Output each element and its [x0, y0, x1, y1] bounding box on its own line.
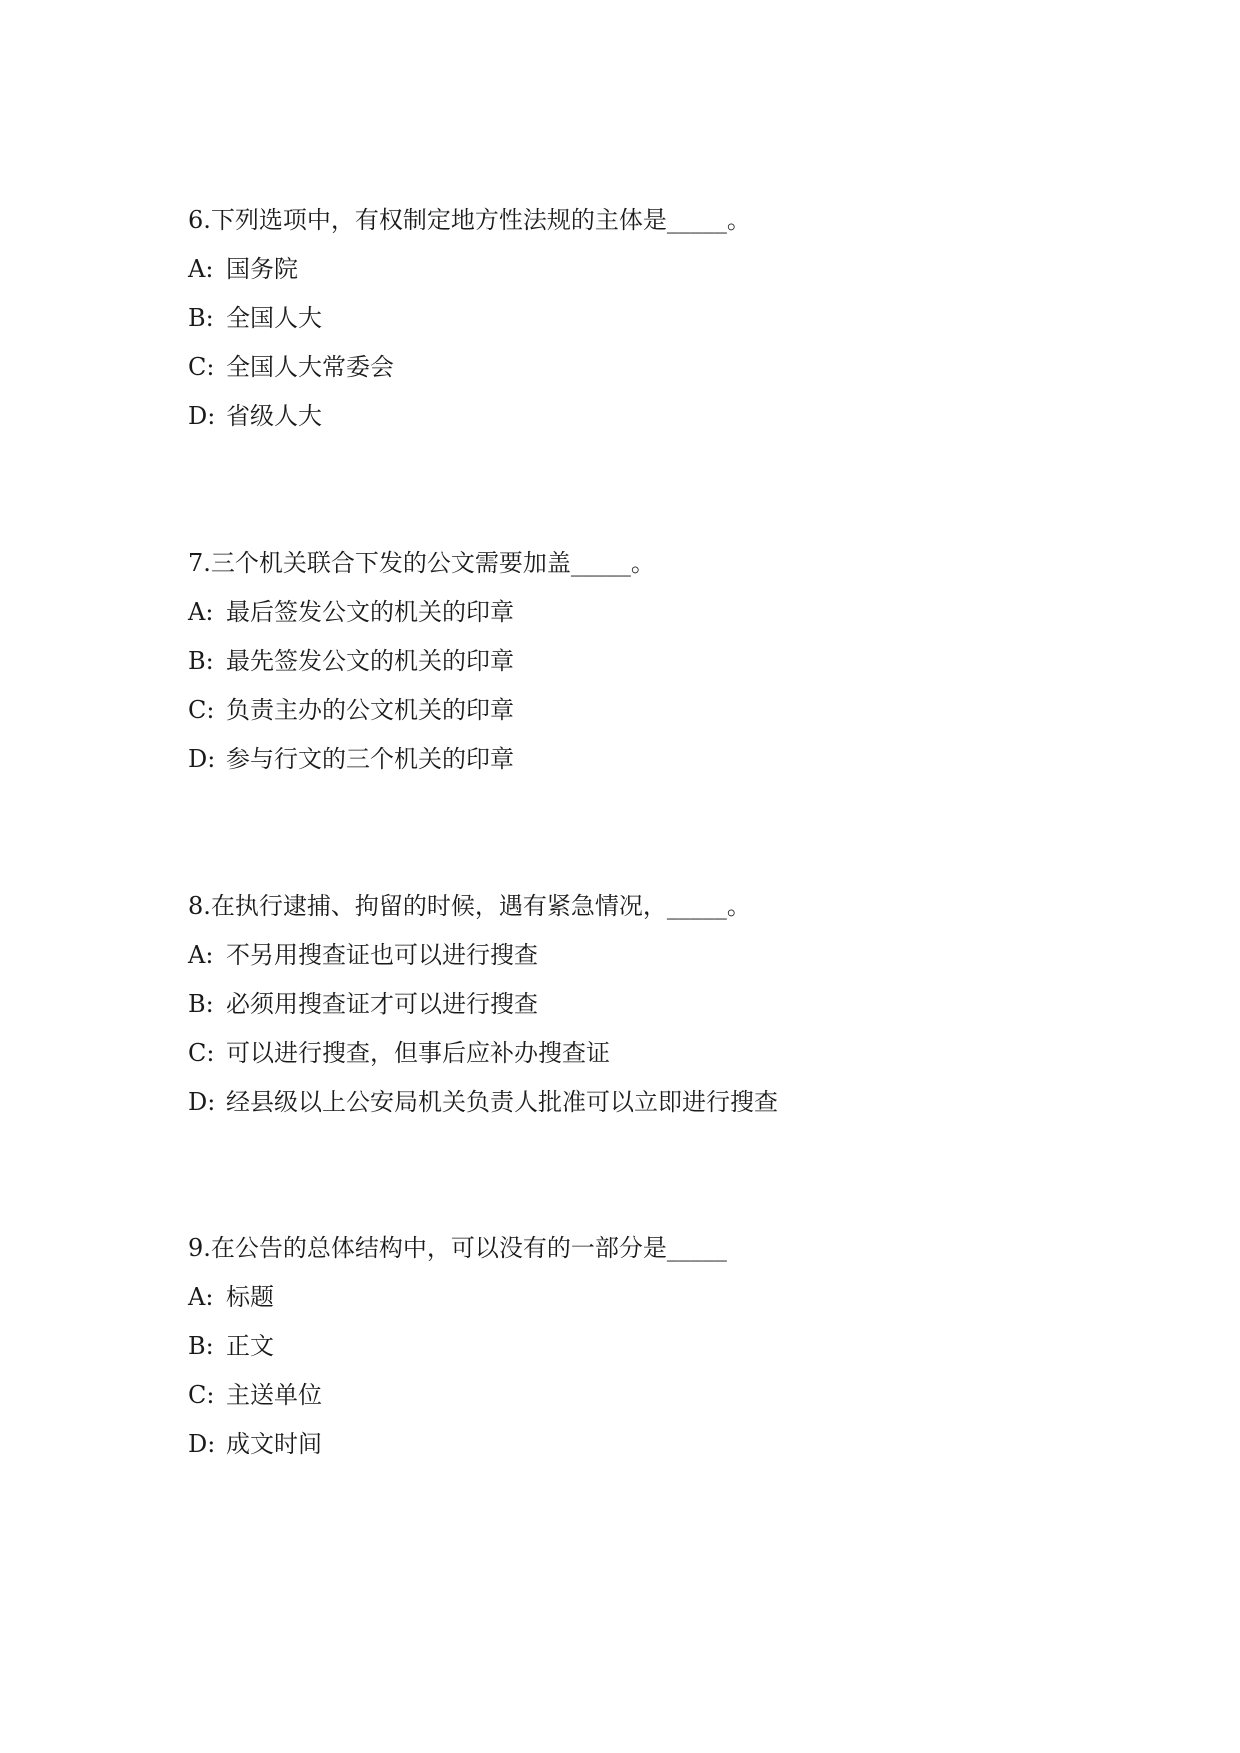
option-text: 成文时间	[226, 1430, 322, 1458]
option-text: 正文	[226, 1332, 274, 1360]
option-text: 省级人大	[226, 402, 322, 430]
option-c	[188, 1379, 1088, 1411]
option-b	[188, 1330, 1088, 1362]
question-8	[188, 890, 1088, 1135]
option-letter: A:	[188, 1283, 214, 1311]
option-letter: D:	[188, 402, 216, 430]
option-c	[188, 694, 1088, 726]
option-letter: D:	[188, 745, 216, 773]
question-stem: 7.三个机关联合下发的公文需要加盖_____。	[188, 549, 655, 577]
option-b	[188, 988, 1088, 1020]
question-7	[188, 547, 1088, 792]
option-b	[188, 645, 1088, 677]
option-letter: C:	[188, 1039, 215, 1067]
option-d	[188, 743, 1088, 775]
option-text: 国务院	[226, 255, 298, 283]
question-stem: 6.下列选项中，有权制定地方性法规的主体是_____。	[188, 206, 751, 234]
option-d	[188, 400, 1088, 432]
question-6	[188, 204, 1088, 449]
option-text: 最先签发公文的机关的印章	[226, 647, 514, 675]
option-text: 负责主办的公文机关的印章	[226, 696, 514, 724]
option-letter: A:	[188, 598, 214, 626]
option-a	[188, 596, 1088, 628]
option-letter: C:	[188, 696, 215, 724]
option-a	[188, 253, 1088, 285]
question-stem: 8.在执行逮捕、拘留的时候，遇有紧急情况，_____。	[188, 892, 751, 920]
option-text: 经县级以上公安局机关负责人批准可以立即进行搜查	[226, 1088, 778, 1116]
option-text: 必须用搜查证才可以进行搜查	[226, 990, 538, 1018]
option-letter: C:	[188, 1381, 215, 1409]
option-text: 最后签发公文的机关的印章	[226, 598, 514, 626]
option-text: 不另用搜查证也可以进行搜查	[226, 941, 538, 969]
option-letter: C:	[188, 353, 215, 381]
option-c	[188, 1037, 1088, 1069]
option-letter: B:	[188, 304, 214, 332]
option-text: 参与行文的三个机关的印章	[226, 745, 514, 773]
option-text: 标题	[226, 1283, 274, 1311]
option-a	[188, 1281, 1088, 1313]
option-c	[188, 351, 1088, 383]
option-d	[188, 1086, 1088, 1118]
option-a	[188, 939, 1088, 971]
option-text: 可以进行搜查，但事后应补办搜查证	[226, 1039, 610, 1067]
option-text: 全国人大常委会	[226, 353, 394, 381]
question-9	[188, 1232, 1088, 1477]
option-letter: B:	[188, 647, 214, 675]
option-letter: A:	[188, 941, 214, 969]
question-stem: 9.在公告的总体结构中，可以没有的一部分是_____	[188, 1234, 727, 1262]
option-letter: D:	[188, 1430, 216, 1458]
option-text: 主送单位	[226, 1381, 322, 1409]
option-b	[188, 302, 1088, 334]
option-d	[188, 1428, 1088, 1460]
option-letter: B:	[188, 990, 214, 1018]
option-text: 全国人大	[226, 304, 322, 332]
option-letter: D:	[188, 1088, 216, 1116]
option-letter: B:	[188, 1332, 214, 1360]
option-letter: A:	[188, 255, 214, 283]
